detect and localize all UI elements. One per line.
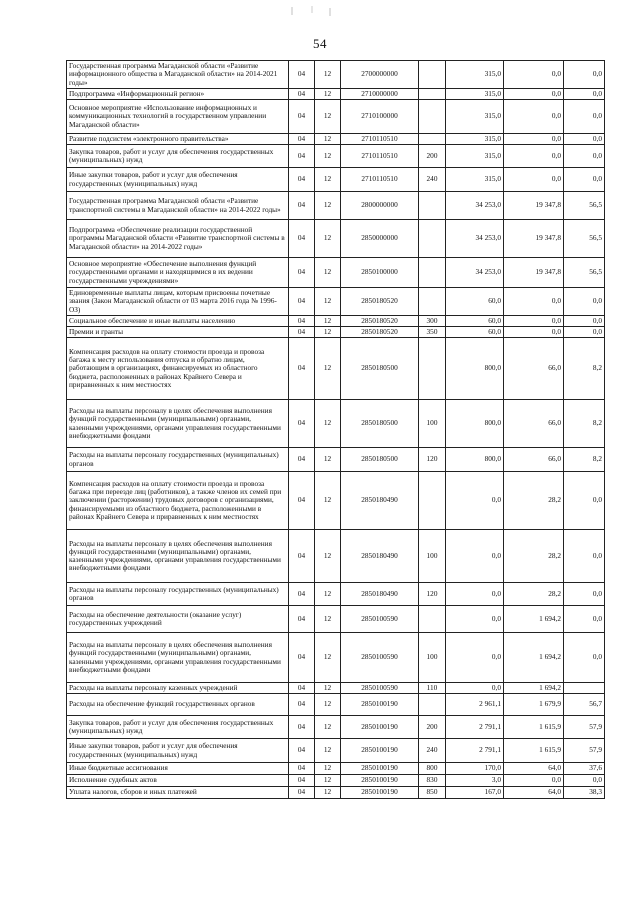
target-article-cell: 2850100590 [341, 683, 419, 694]
subsection-code-cell: 12 [315, 633, 341, 683]
table-row [67, 220, 605, 258]
expense-name-cell: Социальное обеспечение и иные выплаты населению [67, 316, 289, 327]
expense-name-cell: Исполнение судебных актов [67, 775, 289, 787]
subsection-code-cell: 12 [315, 89, 341, 100]
expense-type-cell: 110 [419, 683, 446, 694]
table-row [67, 258, 605, 288]
section-code-cell: 04 [289, 258, 315, 288]
execution-percent-cell: 56,7 [564, 694, 605, 716]
target-article-cell: 2800000000 [341, 192, 419, 220]
expense-name-cell: Государственная программа Магаданской области «Развитие информационного общества в Магаданской области» на 2014-2021 годы» [67, 61, 289, 89]
expense-type-cell [419, 61, 446, 89]
table-row [67, 288, 605, 316]
actual-amount-cell: 19 347,8 [504, 192, 564, 220]
actual-amount-cell: 19 347,8 [504, 258, 564, 288]
execution-percent-cell: 37,6 [564, 763, 605, 775]
actual-amount-cell: 66,0 [504, 400, 564, 448]
expense-name-cell: Закупка товаров, работ и услуг для обеспечения государственных (муниципальных) нужд [67, 716, 289, 739]
actual-amount-cell: 0,0 [504, 100, 564, 134]
section-code-cell: 04 [289, 448, 315, 472]
table-row [67, 787, 605, 799]
section-code-cell: 04 [289, 763, 315, 775]
expense-name-cell: Подпрограмма «Обеспечение реализации государственной программы Магаданской области «Развитие транспортной системы в Магаданской области» на 2014-2022 годы» [67, 220, 289, 258]
target-article-cell: 2850100190 [341, 739, 419, 763]
section-code-cell: 04 [289, 472, 315, 530]
table-row [67, 134, 605, 145]
actual-amount-cell: 0,0 [504, 288, 564, 316]
planned-amount-cell: 800,0 [446, 400, 504, 448]
actual-amount-cell: 19 347,8 [504, 220, 564, 258]
subsection-code-cell: 12 [315, 694, 341, 716]
section-code-cell: 04 [289, 739, 315, 763]
table-row [67, 716, 605, 739]
expense-name-cell: Подпрограмма «Информационный регион» [67, 89, 289, 100]
actual-amount-cell: 0,0 [504, 89, 564, 100]
execution-percent-cell: 57,9 [564, 739, 605, 763]
subsection-code-cell: 12 [315, 316, 341, 327]
actual-amount-cell: 64,0 [504, 787, 564, 799]
table-row [67, 633, 605, 683]
subsection-code-cell: 12 [315, 168, 341, 192]
subsection-code-cell: 12 [315, 145, 341, 168]
table-row [67, 775, 605, 787]
target-article-cell: 2850180500 [341, 338, 419, 400]
planned-amount-cell: 0,0 [446, 606, 504, 633]
execution-percent-cell: 0,0 [564, 89, 605, 100]
planned-amount-cell: 315,0 [446, 61, 504, 89]
expense-type-cell: 300 [419, 316, 446, 327]
expense-type-cell: 120 [419, 583, 446, 606]
section-code-cell: 04 [289, 606, 315, 633]
expense-type-cell: 240 [419, 168, 446, 192]
expense-type-cell: 350 [419, 327, 446, 338]
expense-type-cell [419, 220, 446, 258]
target-article-cell: 2850100190 [341, 763, 419, 775]
execution-percent-cell: 0,0 [564, 168, 605, 192]
target-article-cell: 2700000000 [341, 61, 419, 89]
subsection-code-cell: 12 [315, 787, 341, 799]
target-article-cell: 2710000000 [341, 89, 419, 100]
expense-type-cell [419, 134, 446, 145]
expense-type-cell [419, 338, 446, 400]
target-article-cell: 2850180500 [341, 448, 419, 472]
expense-type-cell [419, 258, 446, 288]
actual-amount-cell: 0,0 [504, 61, 564, 89]
planned-amount-cell: 800,0 [446, 338, 504, 400]
subsection-code-cell: 12 [315, 683, 341, 694]
expense-type-cell [419, 472, 446, 530]
planned-amount-cell: 34 253,0 [446, 258, 504, 288]
planned-amount-cell: 315,0 [446, 100, 504, 134]
execution-percent-cell: 0,0 [564, 775, 605, 787]
planned-amount-cell: 60,0 [446, 327, 504, 338]
planned-amount-cell: 315,0 [446, 89, 504, 100]
expense-name-cell: Компенсация расходов на оплату стоимости проезда и провоза багажа к месту использования отпуска и обратно лицам, работающим в организациях, финансируемых из областного бюджета, расположенных в районах Крайнего Севера и приравненных к ним местностях [67, 338, 289, 400]
section-code-cell: 04 [289, 716, 315, 739]
section-code-cell: 04 [289, 61, 315, 89]
expense-type-cell: 100 [419, 633, 446, 683]
target-article-cell: 2710110510 [341, 145, 419, 168]
section-code-cell: 04 [289, 168, 315, 192]
target-article-cell: 2850000000 [341, 220, 419, 258]
expense-name-cell: Премии и гранты [67, 327, 289, 338]
execution-percent-cell: 38,3 [564, 787, 605, 799]
planned-amount-cell: 2 791,1 [446, 739, 504, 763]
subsection-code-cell: 12 [315, 716, 341, 739]
subsection-code-cell: 12 [315, 288, 341, 316]
table-row [67, 606, 605, 633]
subsection-code-cell: 12 [315, 583, 341, 606]
section-code-cell: 04 [289, 288, 315, 316]
planned-amount-cell: 34 253,0 [446, 192, 504, 220]
expense-type-cell: 830 [419, 775, 446, 787]
expense-name-cell: Иные бюджетные ассигнования [67, 763, 289, 775]
planned-amount-cell: 0,0 [446, 583, 504, 606]
expense-type-cell: 200 [419, 716, 446, 739]
section-code-cell: 04 [289, 338, 315, 400]
actual-amount-cell: 1 694,2 [504, 606, 564, 633]
expense-name-cell: Расходы на выплаты персоналу казенных учреждений [67, 683, 289, 694]
subsection-code-cell: 12 [315, 192, 341, 220]
expense-name-cell: Иные закупки товаров, работ и услуг для обеспечения государственных (муниципальных) нужд [67, 168, 289, 192]
planned-amount-cell: 315,0 [446, 145, 504, 168]
target-article-cell: 2710110510 [341, 134, 419, 145]
target-article-cell: 2850100590 [341, 633, 419, 683]
table-row [67, 694, 605, 716]
table-row [67, 583, 605, 606]
execution-percent-cell: 0,0 [564, 583, 605, 606]
expense-type-cell: 100 [419, 400, 446, 448]
subsection-code-cell: 12 [315, 134, 341, 145]
expense-name-cell: Расходы на выплаты персоналу государственных (муниципальных) органов [67, 583, 289, 606]
section-code-cell: 04 [289, 100, 315, 134]
target-article-cell: 2850180490 [341, 583, 419, 606]
actual-amount-cell: 1 615,9 [504, 739, 564, 763]
subsection-code-cell: 12 [315, 338, 341, 400]
actual-amount-cell: 1 615,9 [504, 716, 564, 739]
section-code-cell: 04 [289, 89, 315, 100]
actual-amount-cell: 28,2 [504, 530, 564, 583]
subsection-code-cell: 12 [315, 61, 341, 89]
section-code-cell: 04 [289, 220, 315, 258]
execution-percent-cell: 56,5 [564, 258, 605, 288]
execution-percent-cell: 56,5 [564, 220, 605, 258]
expense-name-cell: Основное мероприятие «Обеспечение выполнения функций государственными органами и находящимися в их ведении государственными учреждениями» [67, 258, 289, 288]
expense-name-cell: Расходы на выплаты персоналу в целях обеспечения выполнения функций государственными (муниципальными) органами, казенными учреждениями, органами управления государственными внебюджетными фондами [67, 400, 289, 448]
target-article-cell: 2850180520 [341, 316, 419, 327]
subsection-code-cell: 12 [315, 258, 341, 288]
scan-artifact [290, 4, 350, 18]
expense-type-cell [419, 694, 446, 716]
expense-type-cell: 240 [419, 739, 446, 763]
planned-amount-cell: 3,0 [446, 775, 504, 787]
section-code-cell: 04 [289, 134, 315, 145]
table-row [67, 100, 605, 134]
target-article-cell: 2850100190 [341, 787, 419, 799]
section-code-cell: 04 [289, 583, 315, 606]
planned-amount-cell: 0,0 [446, 633, 504, 683]
expense-name-cell: Расходы на обеспечение деятельности (оказание услуг) государственных учреждений [67, 606, 289, 633]
expense-name-cell: Основное мероприятие «Использование информационных и коммуникационных технологий в государственном управлении Магаданской области» [67, 100, 289, 134]
actual-amount-cell: 28,2 [504, 472, 564, 530]
execution-percent-cell: 0,0 [564, 100, 605, 134]
expense-name-cell: Закупка товаров, работ и услуг для обеспечения государственных (муниципальных) нужд [67, 145, 289, 168]
planned-amount-cell: 170,0 [446, 763, 504, 775]
section-code-cell: 04 [289, 192, 315, 220]
actual-amount-cell: 0,0 [504, 145, 564, 168]
actual-amount-cell: 0,0 [504, 775, 564, 787]
table-row [67, 327, 605, 338]
actual-amount-cell: 1 679,9 [504, 694, 564, 716]
planned-amount-cell: 167,0 [446, 787, 504, 799]
expense-type-cell [419, 288, 446, 316]
budget-table-body [67, 61, 605, 799]
planned-amount-cell: 2 791,1 [446, 716, 504, 739]
execution-percent-cell: 57,9 [564, 716, 605, 739]
planned-amount-cell: 60,0 [446, 288, 504, 316]
target-article-cell: 2850100000 [341, 258, 419, 288]
expense-type-cell [419, 606, 446, 633]
planned-amount-cell: 34 253,0 [446, 220, 504, 258]
section-code-cell: 04 [289, 316, 315, 327]
expense-name-cell: Расходы на обеспечение функций государственных органов [67, 694, 289, 716]
actual-amount-cell: 0,0 [504, 134, 564, 145]
target-article-cell: 2850180490 [341, 530, 419, 583]
target-article-cell: 2850180490 [341, 472, 419, 530]
target-article-cell: 2850180520 [341, 327, 419, 338]
execution-percent-cell: 0,0 [564, 472, 605, 530]
expense-name-cell: Уплата налогов, сборов и иных платежей [67, 787, 289, 799]
subsection-code-cell: 12 [315, 530, 341, 583]
target-article-cell: 2850100190 [341, 694, 419, 716]
subsection-code-cell: 12 [315, 448, 341, 472]
expense-name-cell: Расходы на выплаты персоналу в целях обеспечения выполнения функций государственными (муниципальными) органами, казенными учреждениями, органами управления государственными внебюджетными фондами [67, 633, 289, 683]
target-article-cell: 2850100190 [341, 716, 419, 739]
execution-percent-cell: 8,2 [564, 338, 605, 400]
target-article-cell: 2850180500 [341, 400, 419, 448]
target-article-cell: 2710110510 [341, 168, 419, 192]
planned-amount-cell: 800,0 [446, 448, 504, 472]
target-article-cell: 2710100000 [341, 100, 419, 134]
subsection-code-cell: 12 [315, 739, 341, 763]
section-code-cell: 04 [289, 633, 315, 683]
expense-type-cell: 200 [419, 145, 446, 168]
subsection-code-cell: 12 [315, 220, 341, 258]
expense-name-cell: Расходы на выплаты персоналу государственных (муниципальных) органов [67, 448, 289, 472]
table-row [67, 739, 605, 763]
actual-amount-cell: 66,0 [504, 448, 564, 472]
section-code-cell: 04 [289, 787, 315, 799]
planned-amount-cell: 0,0 [446, 530, 504, 583]
expense-name-cell: Расходы на выплаты персоналу в целях обеспечения выполнения функций государственными (муниципальными) органами, казенными учреждениями, органами управления государственными внебюджетными фондами [67, 530, 289, 583]
table-row [67, 61, 605, 89]
table-row [67, 338, 605, 400]
execution-percent-cell: 0,0 [564, 61, 605, 89]
actual-amount-cell: 28,2 [504, 583, 564, 606]
actual-amount-cell: 1 694,2 [504, 683, 564, 694]
execution-percent-cell [564, 683, 605, 694]
budget-table [66, 60, 605, 799]
expense-name-cell: Единовременные выплаты лицам, которым присвоены почетные звания (Закон Магаданской области от 03 марта 2016 года № 1996-ОЗ) [67, 288, 289, 316]
execution-percent-cell: 0,0 [564, 530, 605, 583]
actual-amount-cell: 0,0 [504, 168, 564, 192]
execution-percent-cell: 0,0 [564, 145, 605, 168]
section-code-cell: 04 [289, 400, 315, 448]
table-row [67, 89, 605, 100]
section-code-cell: 04 [289, 327, 315, 338]
actual-amount-cell: 0,0 [504, 316, 564, 327]
actual-amount-cell: 0,0 [504, 327, 564, 338]
subsection-code-cell: 12 [315, 100, 341, 134]
expense-type-cell: 850 [419, 787, 446, 799]
table-row [67, 168, 605, 192]
target-article-cell: 2850180520 [341, 288, 419, 316]
page-number: 54 [313, 36, 327, 51]
table-row [67, 472, 605, 530]
subsection-code-cell: 12 [315, 606, 341, 633]
execution-percent-cell: 0,0 [564, 633, 605, 683]
planned-amount-cell: 0,0 [446, 472, 504, 530]
table-row [67, 683, 605, 694]
execution-percent-cell: 0,0 [564, 288, 605, 316]
execution-percent-cell: 0,0 [564, 606, 605, 633]
actual-amount-cell: 66,0 [504, 338, 564, 400]
table-row [67, 763, 605, 775]
planned-amount-cell: 60,0 [446, 316, 504, 327]
section-code-cell: 04 [289, 683, 315, 694]
execution-percent-cell: 0,0 [564, 327, 605, 338]
expense-type-cell [419, 89, 446, 100]
expense-name-cell: Компенсация расходов на оплату стоимости проезда и провоза багажа при переезде лиц (работников), а также членов их семей при заключении (расторжении) трудовых договоров с организациями, финансируемыми из областного бюджета, расположенными в районах Крайнего Севера и приравненных к ним местностях [67, 472, 289, 530]
section-code-cell: 04 [289, 530, 315, 583]
planned-amount-cell: 2 961,1 [446, 694, 504, 716]
target-article-cell: 2850100590 [341, 606, 419, 633]
subsection-code-cell: 12 [315, 327, 341, 338]
expense-type-cell [419, 100, 446, 134]
planned-amount-cell: 0,0 [446, 683, 504, 694]
subsection-code-cell: 12 [315, 400, 341, 448]
subsection-code-cell: 12 [315, 472, 341, 530]
table-row [67, 192, 605, 220]
execution-percent-cell: 56,5 [564, 192, 605, 220]
planned-amount-cell: 315,0 [446, 134, 504, 145]
execution-percent-cell: 8,2 [564, 400, 605, 448]
subsection-code-cell: 12 [315, 775, 341, 787]
expense-type-cell [419, 192, 446, 220]
target-article-cell: 2850100190 [341, 775, 419, 787]
expense-name-cell: Развитие подсистем «электронного правительства» [67, 134, 289, 145]
execution-percent-cell: 8,2 [564, 448, 605, 472]
table-row [67, 400, 605, 448]
expense-type-cell: 120 [419, 448, 446, 472]
actual-amount-cell: 64,0 [504, 763, 564, 775]
table-row [67, 530, 605, 583]
section-code-cell: 04 [289, 694, 315, 716]
expense-name-cell: Иные закупки товаров, работ и услуг для обеспечения государственных (муниципальных) нужд [67, 739, 289, 763]
subsection-code-cell: 12 [315, 763, 341, 775]
section-code-cell: 04 [289, 145, 315, 168]
execution-percent-cell: 0,0 [564, 134, 605, 145]
table-row [67, 145, 605, 168]
section-code-cell: 04 [289, 775, 315, 787]
table-row [67, 316, 605, 327]
expense-type-cell: 100 [419, 530, 446, 583]
expense-name-cell: Государственная программа Магаданской области «Развитие транспортной системы в Магаданской области» на 2014-2022 годы» [67, 192, 289, 220]
planned-amount-cell: 315,0 [446, 168, 504, 192]
actual-amount-cell: 1 694,2 [504, 633, 564, 683]
table-row [67, 448, 605, 472]
expense-type-cell: 800 [419, 763, 446, 775]
execution-percent-cell: 0,0 [564, 316, 605, 327]
